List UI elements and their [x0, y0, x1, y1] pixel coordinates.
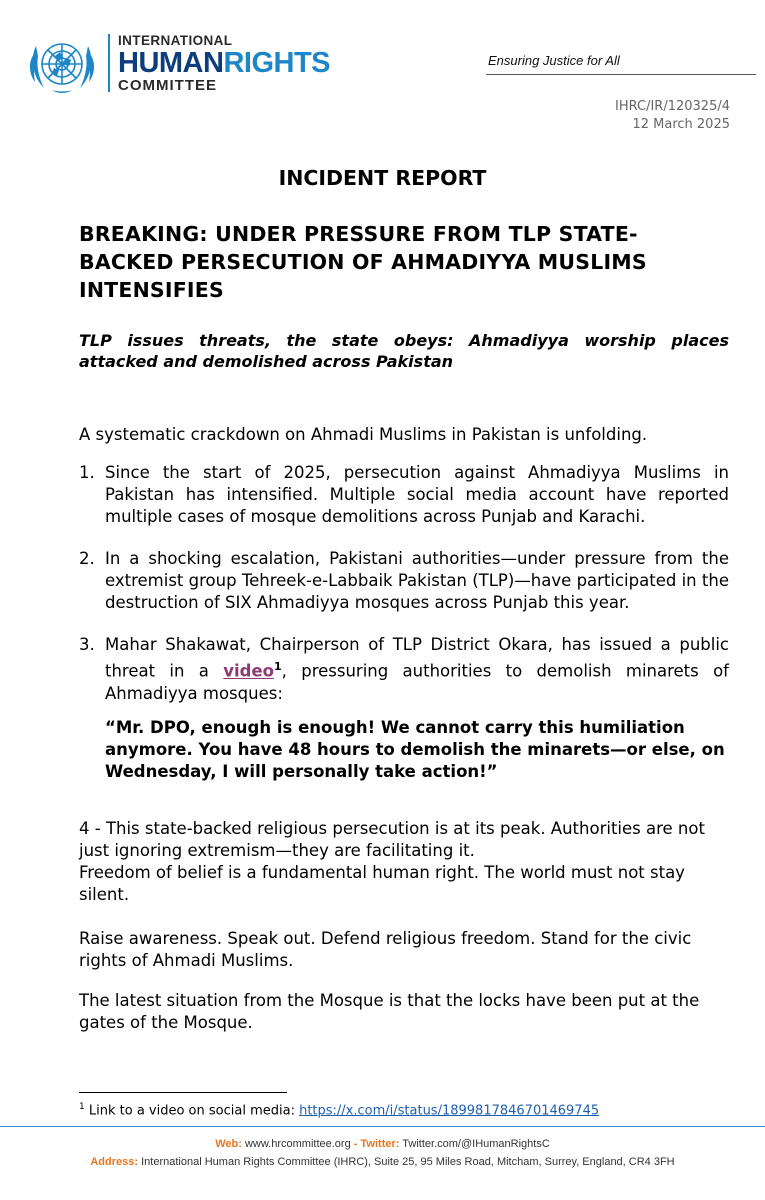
footnote-ref: 1 — [273, 660, 282, 673]
report-reference — [615, 98, 730, 134]
intro-paragraph: A systematic crackdown on Ahmadi Muslims in Pakistan is unfolding. — [79, 425, 648, 444]
web-label: Web — [215, 1138, 239, 1150]
footnote-url[interactable]: https://x.com/i/status/1899817846701469745 — [299, 1103, 600, 1119]
paragraph-5: Freedom of belief is a fundamental human right. The world must not stay silent. — [79, 863, 685, 904]
footer-contact-line: Web: www.hrcommittee.org - Twitter: Twitter.com/@IHumanRightsC — [215, 1138, 550, 1150]
ref-number: IHRC/IR/120325/4 — [615, 99, 730, 114]
footer-address-line: Address: International Human Rights Committee (IHRC), Suite 25, 95 Miles Road, Mitcham, Surrey, England, CR4 3FH — [90, 1156, 675, 1168]
org-line-1: INTERNATIONAL — [118, 33, 233, 48]
paragraph-4: 4 - This state-backed religious persecution is at its peak. Authorities are not just ignoring extremism—they are facilitating it. — [79, 819, 705, 860]
threat-quote: “Mr. DPO, enough is enough! We cannot carry this humiliation anymore. You have 48 hours to demolish the minarets—or else, on Wednesday, I will personally take action!” — [105, 717, 725, 781]
list-item — [79, 634, 729, 705]
list-number: 2. — [79, 549, 95, 568]
list-text: Since the start of 2025, persecution against Ahmadiyya Muslims in Pakistan has intensified. Multiple social media account have reported multiple cases of mosque demolitions across Punjab and Karachi. — [105, 463, 729, 526]
paragraph-6: Raise awareness. Speak out. Defend religious freedom. Stand for the civic rights of Ahmadi Muslims. — [79, 929, 692, 970]
footnote-text: Link to a video on social media: — [88, 1103, 300, 1119]
address-value: International Human Rights Committee (IHRC), Suite 25, 95 Miles Road, Mitcham, Surrey, England, CR4 3FH — [141, 1156, 675, 1168]
twitter-link[interactable]: Twitter.com/@IHumanRightsC — [402, 1138, 550, 1150]
org-rights: RIGHTS — [223, 46, 330, 79]
list-text: In a shocking escalation, Pakistani authorities—under pressure from the extremist group Tehreek-e-Labbaik Pakistan (TLP)—have participated in the destruction of SIX Ahmadiyya mosques across Punjab this year. — [105, 549, 729, 612]
list-item — [79, 462, 729, 528]
web-link[interactable]: www.hrcommittee.org — [244, 1138, 351, 1150]
report-date: 12 March 2025 — [632, 117, 730, 132]
list-number: 3. — [79, 635, 95, 654]
list-text-before: Mahar Shakawat, Chairperson of TLP District Okara, has issued a public threat in a — [105, 635, 729, 681]
report-headline: BREAKING: UNDER PRESSURE FROM TLP STATE-BACKED PERSECUTION OF AHMADIYYA MUSLIMS INTENSIFIES — [79, 222, 647, 302]
tagline-rule — [486, 74, 756, 75]
page-footer — [0, 1135, 765, 1171]
org-line-3: COMMITTEE — [118, 76, 217, 94]
footnote-rule — [79, 1092, 287, 1093]
incident-list — [79, 462, 729, 783]
video-link[interactable]: video — [223, 661, 274, 681]
tagline: Ensuring Justice for All — [488, 53, 620, 68]
report-subheadline: TLP issues threats, the state obeys: Ahmadiyya worship places attacked and demolished across Pakistan — [79, 331, 729, 371]
footer-rule — [0, 1126, 765, 1127]
org-line-2 — [118, 46, 330, 79]
paragraph-7: The latest situation from the Mosque is that the locks have been put at the gates of the Mosque. — [79, 991, 700, 1032]
list-number: 1. — [79, 463, 95, 482]
un-globe-icon — [22, 32, 102, 98]
twitter-label: Twitter — [360, 1138, 396, 1150]
address-label: Address — [90, 1156, 135, 1168]
org-name — [118, 34, 330, 93]
report-title: INCIDENT REPORT — [278, 166, 487, 190]
footnote-marker: 1 — [79, 1102, 85, 1112]
org-human: HUMAN — [118, 46, 224, 79]
list-text-after: , pressuring authorities to demolish minarets of Ahmadiyya mosques: — [105, 661, 729, 703]
footnote — [79, 1102, 599, 1118]
logo-divider — [108, 34, 110, 92]
org-logo — [22, 30, 342, 96]
list-item — [79, 548, 729, 614]
